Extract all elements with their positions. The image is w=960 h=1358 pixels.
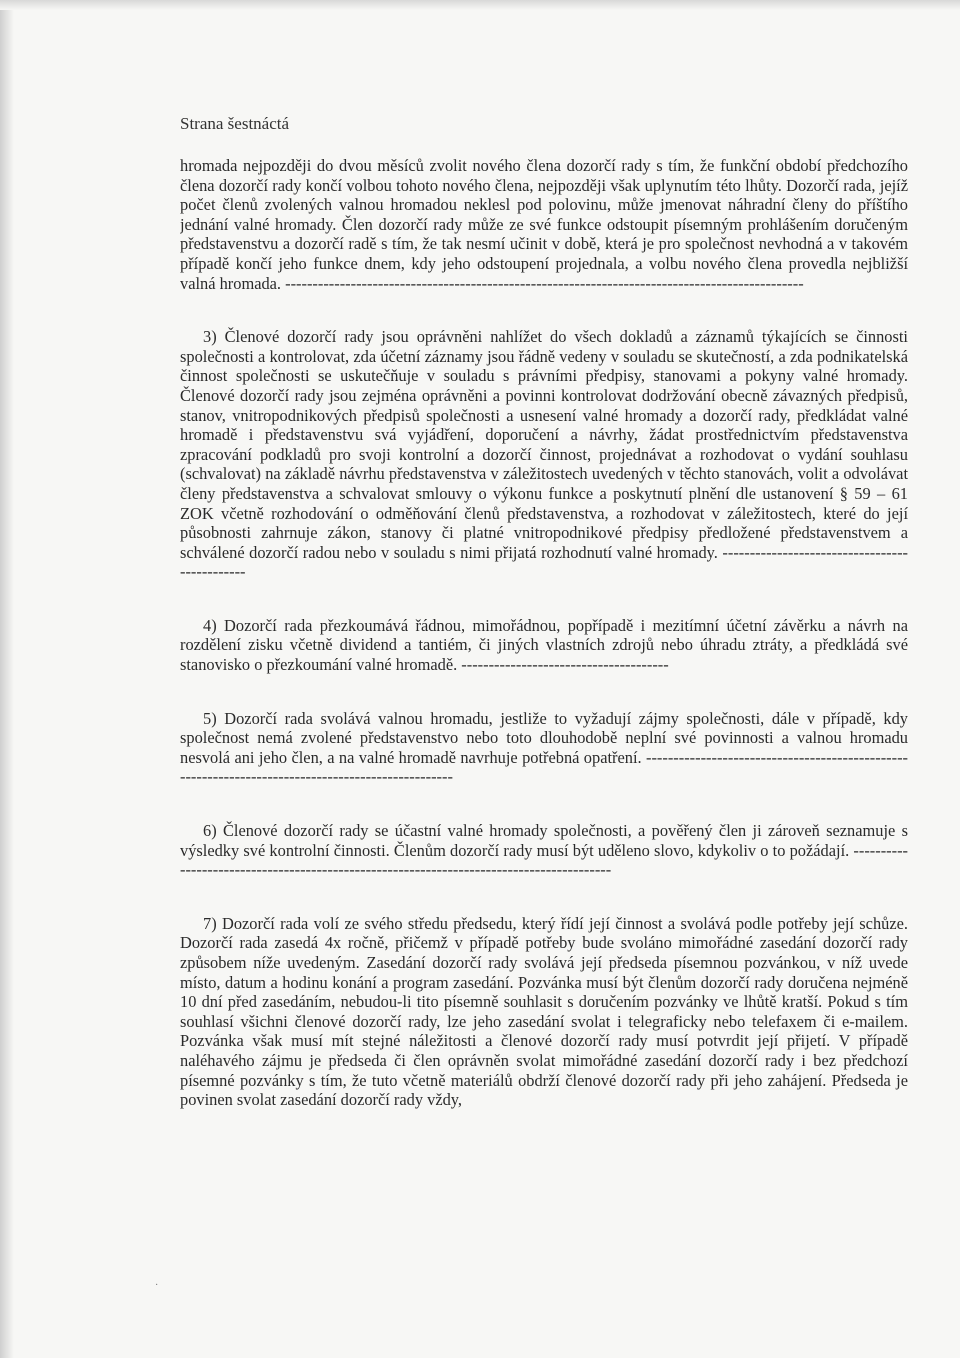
paragraph-4: 4) Dozorčí rada přezkoumává řádnou, mimořádnou, popřípadě i mezitímní účetní závěrku a návrh na rozdělení zisku včetně dividend a tantiém, či jiných vlastních zdrojů nebo úhradu ztráty, a předkládá své stanovisko o přezkoumání valné hromadě. -------------------------------------- (180, 615, 908, 675)
paragraph-3: 3) Členové dozorčí rady jsou oprávněni nahlížet do všech dokladů a záznamů týkajících se činnosti společnosti a kontrolovat, zda účetní záznamy jsou řádně vedeny v souladu se skutečností, a zda podnikatelská činnost společnosti se uskutečňuje v souladu s právními předpisy, stanovami a pokyny valné hromady. Členové dozorčí rady jsou zejména oprávněni a povinni kontrolovat dodržování obecně závazných předpisů, stanov, vnitropodnikových předpisů společnosti a usnesení valné hromady a dozorčí rady, předkládat valné hromadě i představenstvu svá vyjádření, doporučení a návrhy, žádat prostřednictvím představenstva zpracování podkladů pro svoji kontrolní a dozorčí činnost, projednávat a rozhodovat o vydání souhlasu (schvalovat) na základě návrhu představenstva v záležitostech uvedených v těchto stanovách, volit a odvolávat členy představenstva a schvalovat smlouvy o výkonu funkce a poskytnutí plnění dle ustanovení § 59 – 61 ZOK včetně rozhodování o odměňování členů představenstva, a rozhodovat v záležitostech, které do její působnosti zahrnuje zákon, stanovy či platné vnitropodnikové předpisy předložené představenstvem a schválené dozorčí radou nebo v souladu s nimi přijatá rozhodnutí valné hromady. ---------------------------------------------- (180, 327, 908, 582)
paragraph-7: 7) Dozorčí rada volí ze svého středu předsedu, který řídí její činnost a svolává podle potřeby její schůze. Dozorčí rada zasedá 4x ročně, přičemž v případě potřeby bude svoláno mimořádné zasedání dozorčí rady způsobem níže uvedeným. Zasedání dozorčí rady svolává její předseda písemnou pozvánkou, v níž uvede místo, datum a hodinu konání a program zasedání. Pozvánka musí být členům dozorčí rady doručena nejméně 10 dní před zasedáním, nebudou-li tito písemně souhlasit s doručením pozvánky ve lhůtě kratší. Pokud s tím souhlasí všichni členové dozorčí rady, lze jeho zasedání svolat i telegraficky nebo telefaxem či e-mailem. Pozvánka však musí mít stejné náležitosti a členové dozorčí rady musí potvrdit její přijetí. V případě naléhavého zájmu je předseda či člen oprávněn svolat mimořádné zasedání dozorčí rady i bez předchozí písemné pozvánky s tím, že tuto včetně materiálů obdrží členové dozorčí rady při jeho zahájení. Předseda je povinen svolat zasedání dozorčí rady vždy, (180, 913, 908, 1110)
paragraph-continuation: hromada nejpozději do dvou měsíců zvolit nového člena dozorčí rady s tím, že funkční období předchozího člena dozorčí rady končí volbou tohoto nového člena, nejpozději však uplynutím této lhůty. Dozorčí rada, jejíž počet členů zvolených valnou hromadou neklesl pod polovinu, může jmenovat náhradní členy do příštího jednání valné hromady. Člen dozorčí rady může ze své funkce odstoupit písemným prohlášením doručeným představenstvu a dozorčí radě s tím, že tak nesmí učinit v době, která je pro společnost nevhodná a v takovém případě končí jeho funkce dnem, kdy jeho odstoupení projednala, a volbu nového člena provedla nejbližší valná hromada. ----------------------------------------------------------------------------------------------- (180, 156, 908, 293)
scan-edge-top (0, 0, 960, 10)
document-body (180, 156, 908, 1144)
scan-edge-left (0, 0, 14, 1358)
scan-speck: · (155, 1280, 159, 1291)
page-number-label: Strana šestnáctá (180, 114, 290, 133)
paragraph-6: 6) Členové dozorčí rady se účastní valné hromady společnosti, a pověřený člen ji zároveň seznamuje s výsledky své kontrolní činnosti. Členům dozorčí rady musí být uděleno slovo, kdykoliv o to požádají. ----------------------------------------------------------------------------------------- (180, 821, 908, 880)
paragraph-5: 5) Dozorčí rada svolává valnou hromadu, jestliže to vyžadují zájmy společnosti, dále v případě, kdy společnost nemá zvolené představenstvo nebo toto dlouhodobě neplní své povinnosti a valnou hromadu nesvolá ani jeho člen, a na valné hromadě navrhuje potřebná opatření. -------------------------------------------------------------------------------------------------- (180, 708, 908, 787)
